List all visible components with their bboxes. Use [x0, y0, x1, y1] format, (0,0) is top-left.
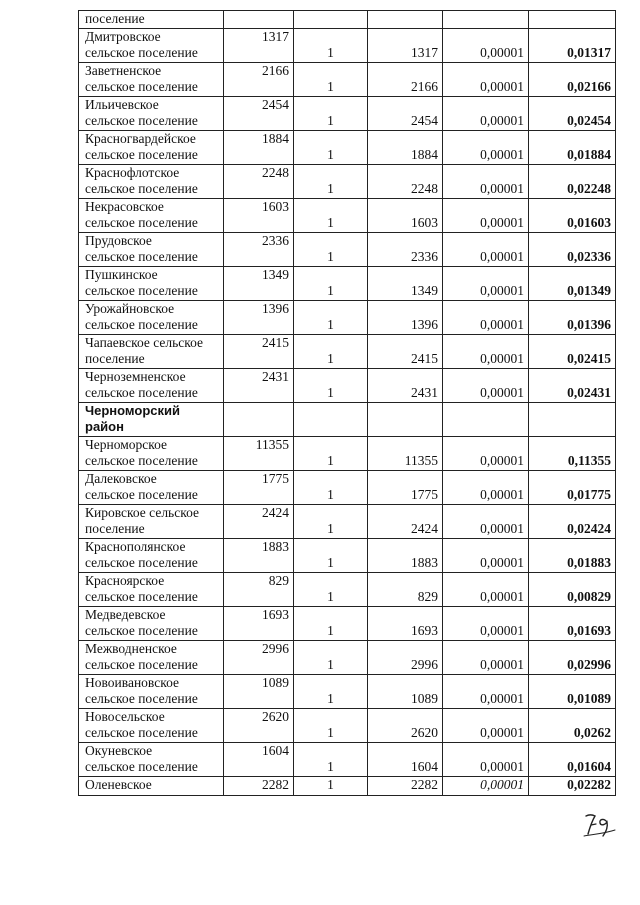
cell-rate: 0,00001	[443, 573, 529, 607]
name-line: Новоивановское	[85, 675, 179, 690]
table-row	[79, 675, 616, 709]
cell-coefficient	[294, 403, 368, 437]
name-line: район	[85, 419, 124, 434]
cell-population: 1089	[224, 675, 294, 709]
cell-rate: 0,00001	[443, 131, 529, 165]
cell-result: 0,02454	[529, 97, 616, 131]
cell-result: 0,01884	[529, 131, 616, 165]
table-row	[79, 165, 616, 199]
name-line: Красноярское	[85, 573, 165, 588]
table-row	[79, 505, 616, 539]
cell-coefficient: 1	[294, 607, 368, 641]
cell-value: 1349	[368, 267, 443, 301]
name-line: Пушкинское	[85, 267, 158, 282]
cell-name	[79, 199, 224, 233]
cell-rate: 0,00001	[443, 471, 529, 505]
cell-result: 0,01775	[529, 471, 616, 505]
cell-rate: 0,00001	[443, 97, 529, 131]
cell-value: 2996	[368, 641, 443, 675]
cell-population: 1317	[224, 29, 294, 63]
cell-coefficient: 1	[294, 539, 368, 573]
cell-value: 1396	[368, 301, 443, 335]
cell-value	[368, 11, 443, 29]
cell-result: 0,01089	[529, 675, 616, 709]
cell-name	[79, 97, 224, 131]
cell-name	[79, 335, 224, 369]
cell-coefficient: 1	[294, 233, 368, 267]
cell-rate: 0,00001	[443, 267, 529, 301]
cell-name	[79, 369, 224, 403]
cell-value: 1089	[368, 675, 443, 709]
cell-name	[79, 11, 224, 29]
cell-value: 1884	[368, 131, 443, 165]
name-line: сельское поселение	[85, 181, 198, 196]
cell-value: 1883	[368, 539, 443, 573]
name-line: Черноморское	[85, 437, 168, 452]
cell-result: 0,01883	[529, 539, 616, 573]
cell-rate: 0,00001	[443, 675, 529, 709]
cell-result: 0,02248	[529, 165, 616, 199]
data-table	[78, 10, 616, 796]
cell-coefficient: 1	[294, 437, 368, 471]
cell-name	[79, 267, 224, 301]
table-row	[79, 709, 616, 743]
cell-coefficient	[294, 11, 368, 29]
name-line: сельское поселение	[85, 317, 198, 332]
cell-result: 0,11355	[529, 437, 616, 471]
cell-coefficient: 1	[294, 131, 368, 165]
cell-name	[79, 743, 224, 777]
cell-value	[368, 403, 443, 437]
cell-value: 2166	[368, 63, 443, 97]
name-line: Черноземненское	[85, 369, 186, 384]
cell-value: 829	[368, 573, 443, 607]
cell-coefficient: 1	[294, 675, 368, 709]
cell-population: 1604	[224, 743, 294, 777]
name-line: сельское поселение	[85, 657, 198, 672]
cell-name	[79, 131, 224, 165]
name-line: Прудовское	[85, 233, 152, 248]
cell-rate: 0,00001	[443, 437, 529, 471]
cell-rate: 0,00001	[443, 199, 529, 233]
table-row	[79, 471, 616, 505]
name-line: сельское поселение	[85, 385, 198, 400]
cell-rate: 0,00001	[443, 165, 529, 199]
cell-population: 2431	[224, 369, 294, 403]
cell-value: 11355	[368, 437, 443, 471]
cell-rate	[443, 11, 529, 29]
cell-coefficient: 1	[294, 97, 368, 131]
cell-value: 1693	[368, 607, 443, 641]
table-row	[79, 641, 616, 675]
table-row	[79, 403, 616, 437]
cell-rate: 0,00001	[443, 505, 529, 539]
table-row	[79, 11, 616, 29]
cell-population: 2248	[224, 165, 294, 199]
name-line: Некрасовское	[85, 199, 164, 214]
cell-name	[79, 505, 224, 539]
cell-name	[79, 29, 224, 63]
name-line: Краснофлотское	[85, 165, 180, 180]
cell-population: 2996	[224, 641, 294, 675]
cell-rate: 0,00001	[443, 539, 529, 573]
cell-coefficient: 1	[294, 641, 368, 675]
cell-result	[529, 403, 616, 437]
cell-coefficient: 1	[294, 335, 368, 369]
name-line: Оленевское	[85, 777, 152, 792]
cell-name	[79, 437, 224, 471]
name-line: сельское поселение	[85, 623, 198, 638]
cell-coefficient: 1	[294, 471, 368, 505]
cell-value: 2431	[368, 369, 443, 403]
table-row	[79, 369, 616, 403]
cell-coefficient: 1	[294, 267, 368, 301]
cell-population	[224, 403, 294, 437]
name-line: Черноморский	[85, 403, 180, 418]
cell-rate: 0,00001	[443, 335, 529, 369]
cell-result: 0,01604	[529, 743, 616, 777]
cell-value: 1317	[368, 29, 443, 63]
name-line: Медведевское	[85, 607, 166, 622]
name-line: сельское поселение	[85, 215, 198, 230]
table-row	[79, 335, 616, 369]
cell-name	[79, 165, 224, 199]
cell-result: 0,01603	[529, 199, 616, 233]
cell-result: 0,02424	[529, 505, 616, 539]
cell-coefficient: 1	[294, 29, 368, 63]
cell-population: 1883	[224, 539, 294, 573]
cell-name	[79, 403, 224, 437]
table-row	[79, 437, 616, 471]
cell-coefficient: 1	[294, 505, 368, 539]
cell-coefficient: 1	[294, 573, 368, 607]
table-row	[79, 743, 616, 777]
cell-population: 1396	[224, 301, 294, 335]
cell-rate: 0,00001	[443, 607, 529, 641]
cell-population: 829	[224, 573, 294, 607]
name-line: Ильичевское	[85, 97, 159, 112]
name-line: поселение	[85, 521, 145, 536]
cell-coefficient: 1	[294, 301, 368, 335]
cell-value: 2336	[368, 233, 443, 267]
cell-rate	[443, 403, 529, 437]
cell-rate: 0,00001	[443, 369, 529, 403]
name-line: сельское поселение	[85, 691, 198, 706]
cell-population: 2282	[224, 777, 294, 796]
cell-value: 2415	[368, 335, 443, 369]
table-row	[79, 607, 616, 641]
cell-name	[79, 641, 224, 675]
name-line: сельское поселение	[85, 249, 198, 264]
table-row	[79, 233, 616, 267]
name-line: сельское поселение	[85, 45, 198, 60]
name-line: сельское поселение	[85, 725, 198, 740]
cell-population: 1349	[224, 267, 294, 301]
cell-coefficient: 1	[294, 63, 368, 97]
table-row	[79, 97, 616, 131]
table-row	[79, 63, 616, 97]
cell-result: 0,02996	[529, 641, 616, 675]
cell-rate: 0,00001	[443, 301, 529, 335]
cell-name	[79, 675, 224, 709]
cell-value: 1775	[368, 471, 443, 505]
cell-name	[79, 573, 224, 607]
cell-result: 0,01349	[529, 267, 616, 301]
cell-population: 2620	[224, 709, 294, 743]
table-row	[79, 131, 616, 165]
cell-result: 0,02415	[529, 335, 616, 369]
cell-value: 2454	[368, 97, 443, 131]
name-line: поселение	[85, 11, 145, 26]
cell-name	[79, 233, 224, 267]
cell-name	[79, 301, 224, 335]
table-row	[79, 777, 616, 796]
cell-name	[79, 539, 224, 573]
cell-name	[79, 777, 224, 796]
cell-rate: 0,00001	[443, 233, 529, 267]
cell-value: 2248	[368, 165, 443, 199]
cell-result: 0,02431	[529, 369, 616, 403]
cell-result: 0,01317	[529, 29, 616, 63]
name-line: Чапаевское сельское	[85, 335, 204, 350]
cell-result: 0,0262	[529, 709, 616, 743]
name-line: сельское поселение	[85, 147, 198, 162]
name-line: сельское поселение	[85, 113, 198, 128]
table-row	[79, 539, 616, 573]
name-line: Окуневское	[85, 743, 153, 758]
cell-rate: 0,00001	[443, 63, 529, 97]
cell-result: 0,01396	[529, 301, 616, 335]
name-line: сельское поселение	[85, 79, 198, 94]
cell-coefficient: 1	[294, 743, 368, 777]
cell-rate: 0,00001	[443, 29, 529, 63]
cell-value: 1603	[368, 199, 443, 233]
cell-value: 2424	[368, 505, 443, 539]
cell-rate: 0,00001	[443, 641, 529, 675]
cell-rate: 0,00001	[443, 743, 529, 777]
table-row	[79, 29, 616, 63]
cell-result: 0,02166	[529, 63, 616, 97]
cell-population: 2415	[224, 335, 294, 369]
cell-coefficient: 1	[294, 369, 368, 403]
table-row	[79, 199, 616, 233]
cell-coefficient: 1	[294, 777, 368, 796]
name-line: Межводненское	[85, 641, 177, 656]
cell-coefficient: 1	[294, 199, 368, 233]
table-row	[79, 573, 616, 607]
handwritten-page-number	[583, 812, 617, 838]
cell-rate: 0,00001	[443, 777, 529, 796]
name-line: Новосельское	[85, 709, 165, 724]
name-line: поселение	[85, 351, 145, 366]
table-row	[79, 267, 616, 301]
cell-coefficient: 1	[294, 709, 368, 743]
cell-population: 2336	[224, 233, 294, 267]
cell-population: 1775	[224, 471, 294, 505]
name-line: Далековское	[85, 471, 157, 486]
cell-result: 0,02282	[529, 777, 616, 796]
name-line: сельское поселение	[85, 555, 198, 570]
cell-rate: 0,00001	[443, 709, 529, 743]
cell-name	[79, 471, 224, 505]
name-line: Красногвардейское	[85, 131, 196, 146]
name-line: Кировское сельское	[85, 505, 199, 520]
cell-result: 0,02336	[529, 233, 616, 267]
table-body	[79, 11, 616, 796]
cell-coefficient: 1	[294, 165, 368, 199]
name-line: Заветненское	[85, 63, 162, 78]
cell-name	[79, 607, 224, 641]
cell-name	[79, 709, 224, 743]
name-line: сельское поселение	[85, 487, 198, 502]
name-line: сельское поселение	[85, 589, 198, 604]
cell-value: 1604	[368, 743, 443, 777]
cell-population: 1603	[224, 199, 294, 233]
cell-population: 2454	[224, 97, 294, 131]
name-line: Дмитровское	[85, 29, 161, 44]
name-line: сельское поселение	[85, 759, 198, 774]
cell-result	[529, 11, 616, 29]
cell-population: 1693	[224, 607, 294, 641]
cell-value: 2282	[368, 777, 443, 796]
name-line: Краснополянское	[85, 539, 186, 554]
cell-value: 2620	[368, 709, 443, 743]
name-line: сельское поселение	[85, 283, 198, 298]
cell-population: 2166	[224, 63, 294, 97]
cell-population	[224, 11, 294, 29]
name-line: сельское поселение	[85, 453, 198, 468]
cell-population: 11355	[224, 437, 294, 471]
cell-result: 0,00829	[529, 573, 616, 607]
cell-population: 2424	[224, 505, 294, 539]
cell-result: 0,01693	[529, 607, 616, 641]
cell-population: 1884	[224, 131, 294, 165]
name-line: Урожайновское	[85, 301, 175, 316]
cell-name	[79, 63, 224, 97]
table-row	[79, 301, 616, 335]
